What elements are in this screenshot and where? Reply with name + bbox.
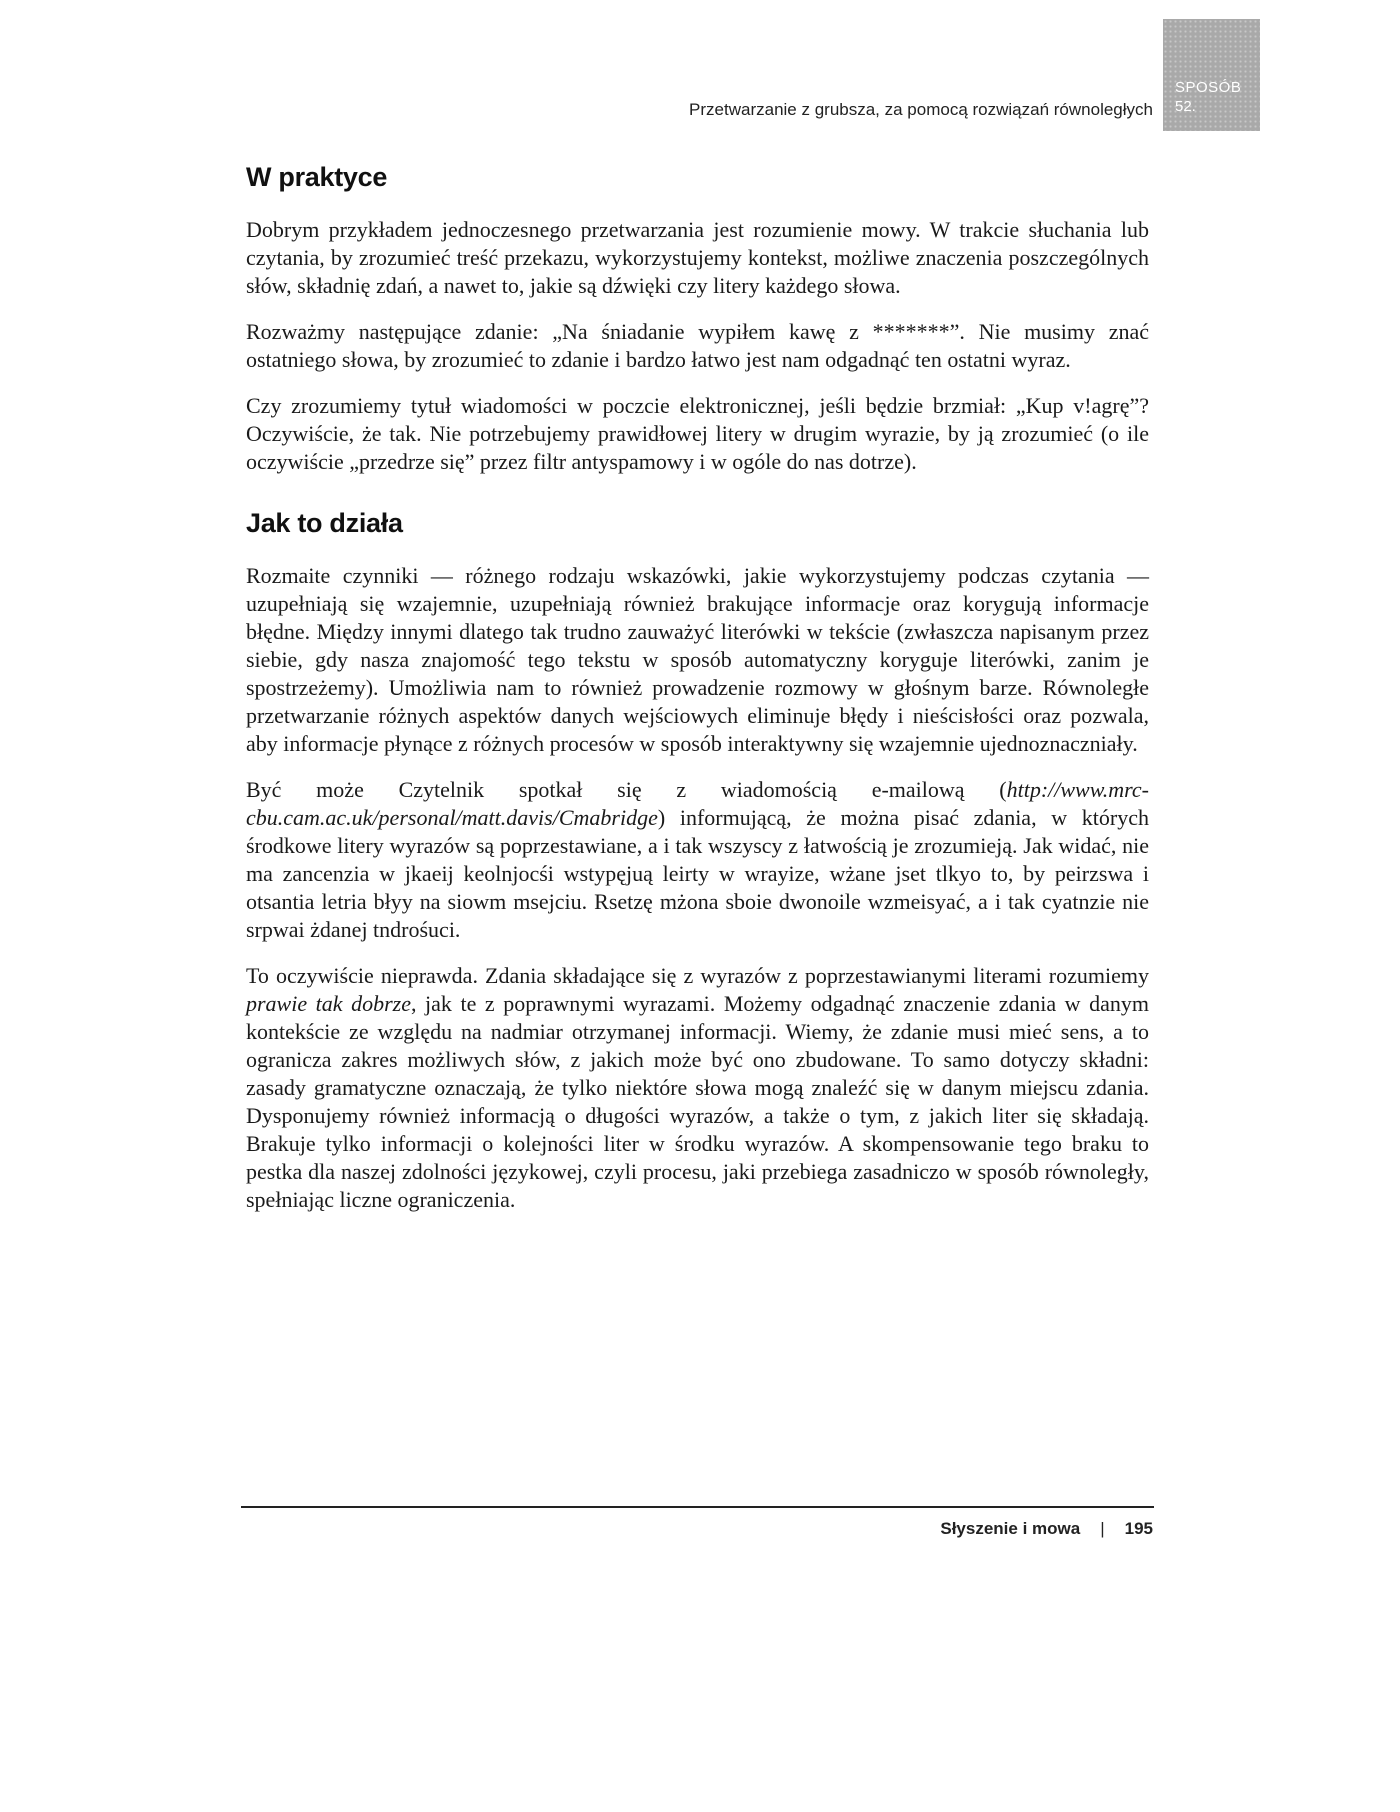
paragraph-text: ) informującą, że można pisać zdania, w których środkowe litery wyrazów są poprzestawiane, a i tak wszyscy z łatwością je zrozumieją. Jak widać, nie ma zancenzia w jkaeij keolnjocśi wstypęjuą leirty w wrayize, wżane jset tlkyo to, by peirzswa i otsantia letria błyy na siowm msejciu. Rsetzę mżona sboie dwonoile wzmeisyać, a i tak cyatnzie nie srpwai żdanej tndrośuci.	[246, 805, 1149, 942]
tab-label: SPOSÓB	[1175, 79, 1242, 96]
emphasis-text: prawie tak dobrze	[246, 991, 411, 1016]
paragraph: Dobrym przykładem jednoczesnego przetwarzania jest rozumienie mowy. W trakcie słuchania lub czytania, by zrozumieć treść przekazu, wykorzystujemy kontekst, możliwe znaczenia poszczególnych słów, składnię zdań, a nawet to, jakie są dźwięki czy litery każdego słowa.	[246, 217, 1149, 298]
paragraph	[246, 962, 1149, 1214]
paragraph: Czy zrozumiemy tytuł wiadomości w poczcie elektronicznej, jeśli będzie brzmiał: „Kup v!agrę”? Oczywiście, że tak. Nie potrzebujemy prawidłowej litery w drugim wyrazie, by ją zrozumieć (o ile oczywiście „przedrze się” przez filtr antyspamowy i w ogóle do nas dotrze).	[246, 393, 1149, 474]
page-footer	[940, 1519, 1153, 1539]
footer-chapter-title: Słyszenie i mowa	[940, 1519, 1081, 1538]
page-number: 195	[1124, 1519, 1153, 1538]
section-heading-w-praktyce: W praktyce	[246, 162, 388, 192]
footer-divider	[241, 1506, 1154, 1508]
paragraph-text: Być może Czytelnik spotkał się z wiadomością e-mailową (	[246, 777, 1007, 802]
section-heading-jak-to-dziala: Jak to działa	[246, 508, 403, 538]
tab-number: 52.	[1175, 98, 1196, 115]
paragraph: Rozmaite czynniki — różnego rodzaju wskazówki, jakie wykorzystujemy podczas czytania — uzupełniają się wzajemnie, uzupełniają również brakujące informacje oraz korygują informacje błędne. Między innymi dlatego tak trudno zauważyć literówki w tekście (zwłaszcza napisanym przez siebie, gdy nasza znajomość tego tekstu w sposób automatyczny koryguje literówki, zanim je spostrzeżemy). Umożliwia nam to również prowadzenie rozmowy w głośnym barze. Równoległe przetwarzanie różnych aspektów danych wejściowych eliminuje błędy i nieścisłości oraz pozwala, aby informacje płynące z różnych procesów w sposób interaktywny się wzajemnie ujednoznaczniały.	[246, 563, 1149, 756]
footer-separator: |	[1100, 1519, 1105, 1538]
paragraph: Rozważmy następujące zdanie: „Na śniadanie wypiłem kawę z *******”. Nie musimy znać ostatniego słowa, by zrozumieć to zdanie i bardzo łatwo jest nam odgadnąć ten ostatni wyraz.	[246, 319, 1149, 372]
running-header: Przetwarzanie z grubsza, za pomocą rozwiązań równoległych	[689, 100, 1153, 119]
paragraph	[246, 776, 1149, 944]
paragraph-text: , jak te z poprawnymi wyrazami. Możemy odgadnąć znaczenie zdania w danym kontekście ze względu na nadmiar otrzymanej informacji. Wiemy, że zdanie musi mieć sens, a to ogranicza zakres możliwych słów, z jakich może być ono zbudowane. To samo dotyczy składni: zasady gramatyczne oznaczają, że tylko niektóre słowa mogą znaleźć się w danym miejscu zdania. Dysponujemy również informacją o długości wyrazów, a także o tym, z jakich liter się składają. Brakuje tylko informacji o kolejności liter w środku wyrazów. A skompensowanie tego braku to pestka dla naszej zdolności językowej, czyli procesu, jaki przebiega zasadniczo w sposób równoległy, spełniając liczne ograniczenia.	[246, 991, 1149, 1212]
url-link: http://www.mrc-cbu.cam.ac.uk/personal/matt.davis/Cmabridge	[246, 777, 1149, 830]
chapter-tab	[1163, 19, 1260, 131]
paragraph-text: To oczywiście nieprawda. Zdania składające się z wyrazów z poprzestawianymi literami rozumiemy	[246, 963, 1149, 988]
page-content	[246, 160, 1149, 1232]
